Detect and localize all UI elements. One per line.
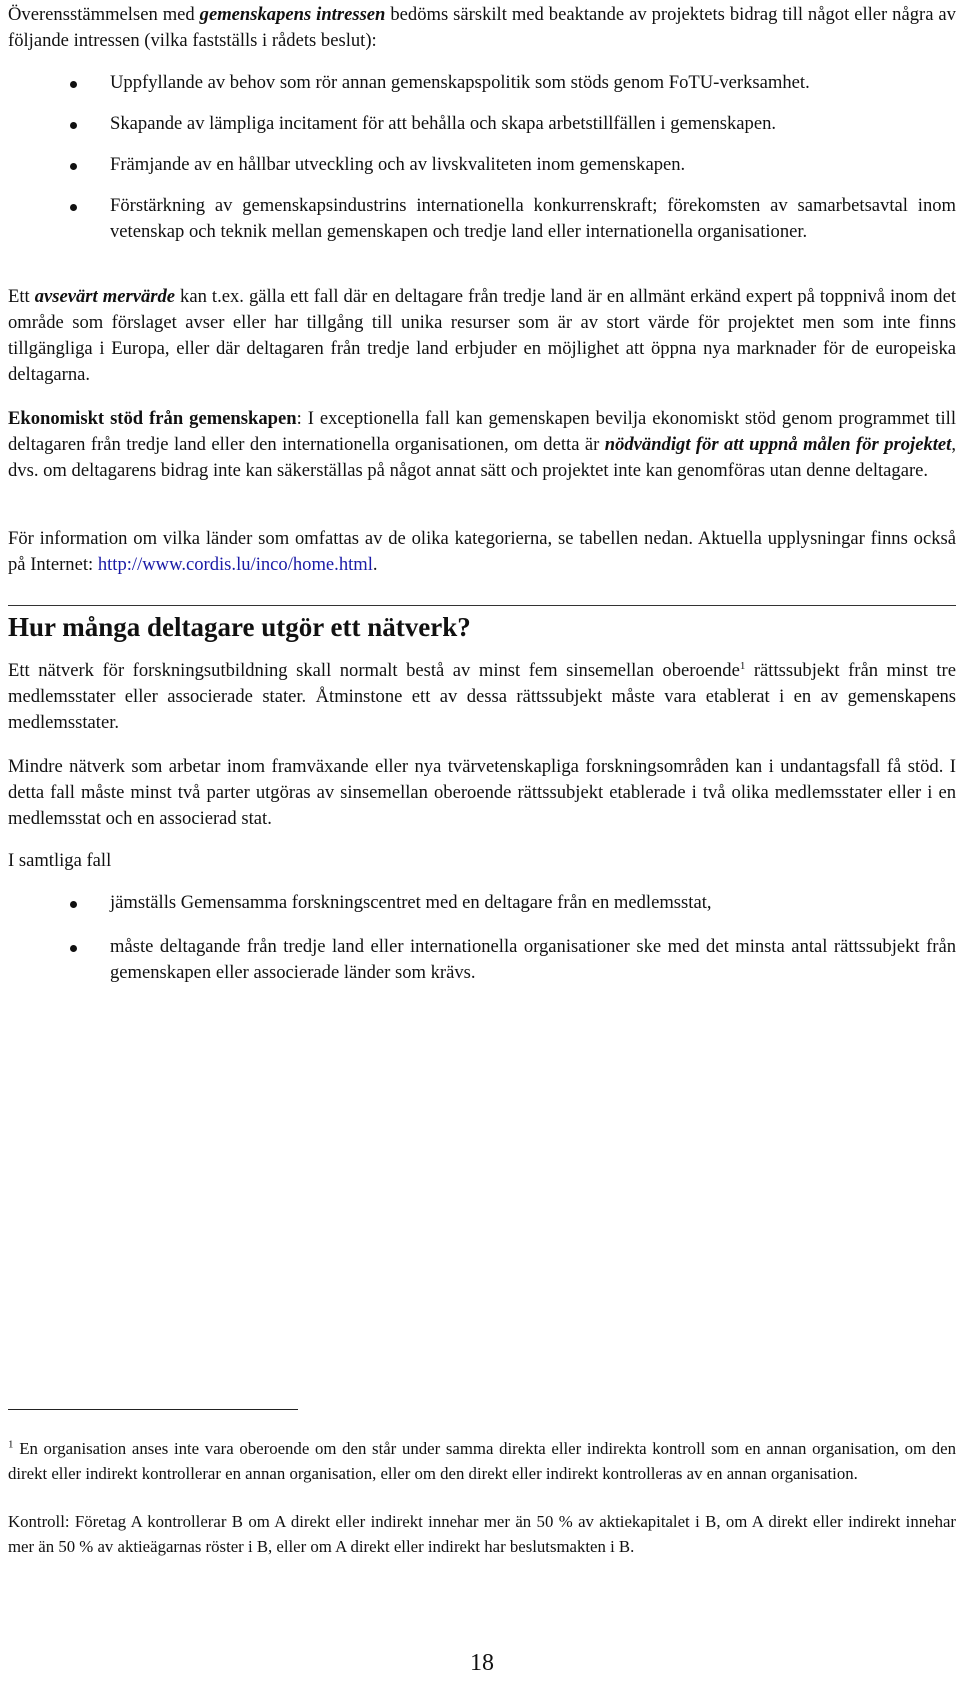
footnote-ref[interactable]: 1 bbox=[739, 659, 746, 672]
footnote-kontroll: Kontroll: Företag A kontrollerar B om A direkt eller indirekt innehar mer än 50 % av aktiekapitalet i B, om A direkt eller indirekt innehar mer än 50 % av aktieägarnas röster i B, eller om A direkt eller indirekt har beslutsmakten i B. bbox=[8, 1512, 956, 1556]
list-item: Främjande av en hållbar utveckling och av livskvaliteten inom gemenskapen. bbox=[8, 152, 956, 178]
bullet-icon bbox=[70, 163, 77, 170]
section-divider bbox=[8, 605, 956, 606]
footnote-separator bbox=[8, 1409, 298, 1410]
ekonomiskt-stod-paragraph: Ekonomiskt stöd från gemenskapen: I exceptionella fall kan gemenskapen bevilja ekonomiskt stöd genom programmet till deltagaren från tredje land eller den internationella organisationen, om detta är nödvändigt för att uppnå målen för projektet, dvs. om deltagarens bidrag inte kan säkerställas på något annat sätt och projektet inte kan genomföras utan denne deltagare. bbox=[8, 408, 956, 481]
emphasis-gemenskapens-intressen: gemenskapens intressen bbox=[199, 4, 386, 25]
ekonomiskt-stod-label: Ekonomiskt stöd från gemenskapen bbox=[8, 408, 297, 429]
list-item: Skapande av lämpliga incitament för att behålla och skapa arbetstillfällen i gemenskapen. bbox=[8, 111, 956, 137]
bullet-icon bbox=[70, 901, 77, 908]
list-item: Uppfyllande av behov som rör annan gemenskapspolitik som stöds genom FoTU-verksamhet. bbox=[8, 70, 956, 96]
bullet-icon bbox=[70, 122, 77, 129]
section-heading: Hur många deltagare utgör ett nätverk? bbox=[8, 612, 471, 642]
list-item: måste deltagande från tredje land eller internationella organisationer ske med det minsta antal rättssubjekt från gemenskapen eller associerade länder som krävs. bbox=[8, 934, 956, 986]
mervarde-paragraph: Ett avsevärt mervärde kan t.ex. gälla ett fall där en deltagare från tredje land är en allmänt erkänd expert på toppnivå inom det område som förslaget avser eller har tillgång till unika resurser som är av stort värde för projektet men som inte finns tillgängliga i Europa, eller där deltagaren från tredje land erbjuder en möjlighet att öppna nya marknader för de europeiska deltagarna. bbox=[8, 286, 956, 385]
samtliga-fall-paragraph: I samtliga fall bbox=[8, 850, 112, 871]
list-item: Förstärkning av gemenskapsindustrins internationella konkurrenskraft; förekomsten av samarbetsavtal inom vetenskap och teknik mellan gemenskapen och tredje land eller internationella organisationer. bbox=[8, 193, 956, 245]
natverk-paragraph: Ett nätverk för forskningsutbildning skall normalt bestå av minst fem sinsemellan oberoende$^1$ rättssubjekt från minst tre medlemsstater eller associerade stater. Åtminstone ett av dessa rättssubjekt måste vara etablerat i en av gemenskapens medlemsstater. bbox=[8, 659, 956, 733]
info-paragraph: För information om vilka länder som omfattas av de olika kategorierna, se tabellen nedan. Aktuella upplysningar finns också på Internet: http://www.cordis.lu/inco/home.html. bbox=[8, 528, 956, 575]
bullet-icon bbox=[70, 81, 77, 88]
cordis-link[interactable]: http://www.cordis.lu/inco/home.html bbox=[97, 554, 373, 575]
intro-paragraph: Överensstämmelsen med gemenskapens intressen bedöms särskilt med beaktande av projektets bidrag till något eller några av följande intressen (vilka fastställs i rådets beslut): bbox=[8, 4, 956, 51]
conditions-list bbox=[8, 890, 956, 1004]
footnote-1: $^1$ En organisation anses inte vara oberoende om den står under samma direkta eller indirekta kontroll som en annan organisation, om den direkt eller indirekt kontrollerar en annan organisation, eller om den direkt eller indirekt kontrolleras av en annan organisation. bbox=[8, 1438, 956, 1483]
interest-list bbox=[8, 70, 956, 260]
footnote-number: 1 bbox=[8, 1438, 14, 1451]
page-number: 18 bbox=[470, 1650, 494, 1676]
list-item: jämställs Gemensamma forskningscentret med en deltagare från en medlemsstat, bbox=[8, 890, 956, 916]
mindre-natverk-paragraph: Mindre nätverk som arbetar inom framväxande eller nya tvärvetenskapliga forskningsområden kan i undantagsfall få stöd. I detta fall måste minst två parter utgöras av sinsemellan oberoende rättssubjekt etablerade i två olika medlemsstater eller i en medlemsstat och en associerad stat. bbox=[8, 756, 956, 829]
emphasis-avsevart-mervarde: avsevärt mervärde bbox=[34, 286, 176, 307]
emphasis-nodvandigt: nödvändigt för att uppnå målen för projektet bbox=[604, 434, 952, 455]
bullet-icon bbox=[70, 945, 77, 952]
bullet-icon bbox=[70, 204, 77, 211]
